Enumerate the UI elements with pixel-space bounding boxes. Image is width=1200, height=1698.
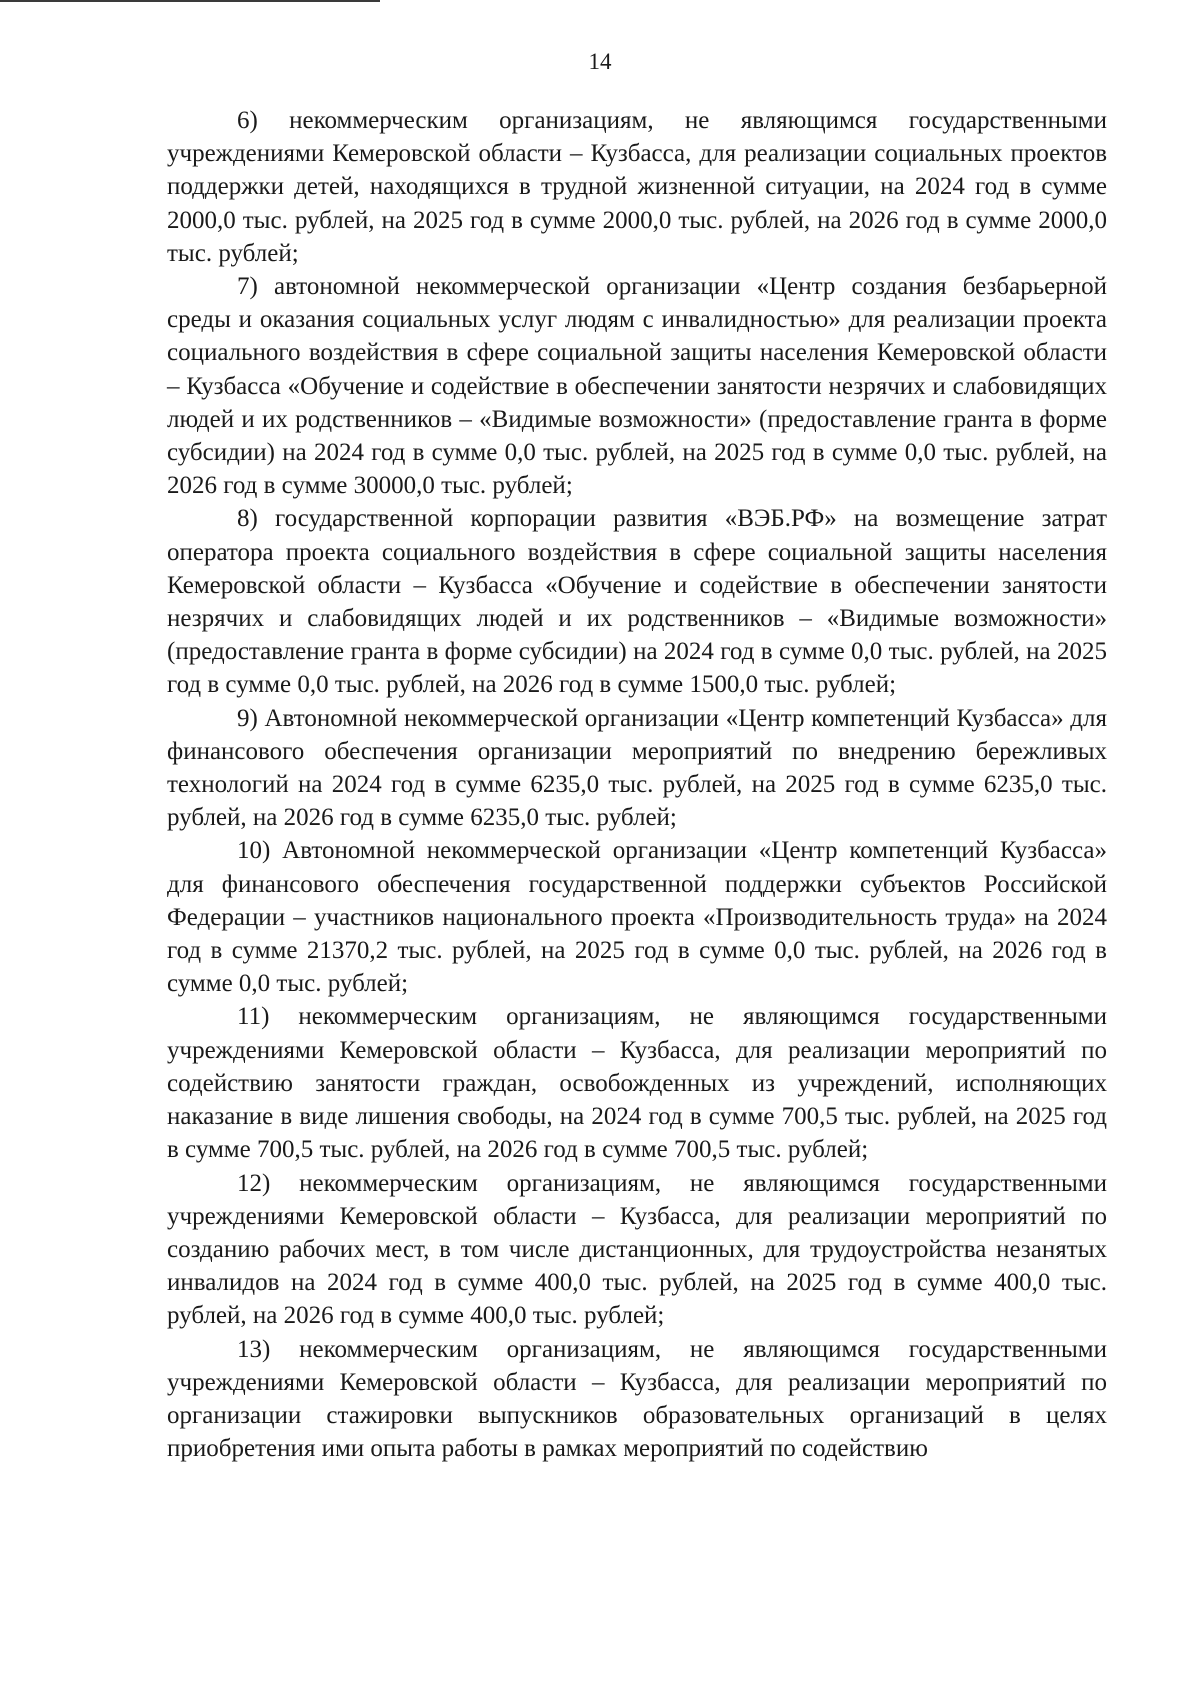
document-body xyxy=(167,104,1107,1465)
paragraph-item-12: 12) некоммерческим организациям, не являющимся государственными учреждениями Кемеровской области – Кузбасса, для реализации мероприятий по созданию рабочих мест, в том числе дистанционных, для трудоустройства незанятых инвалидов на 2024 год в сумме 400,0 тыс. рублей, на 2025 год в сумме 400,0 тыс. рублей, на 2026 год в сумме 400,0 тыс. рублей; xyxy=(167,1169,1107,1330)
page-number: 14 xyxy=(588,49,612,74)
paragraph-item-6: 6) некоммерческим организациям, не являющимся государственными учреждениями Кемеровской области – Кузбасса, для реализации социальных проектов поддержки детей, находящихся в трудной жизненной ситуации, на 2024 год в сумме 2000,0 тыс. рублей, на 2025 год в сумме 2000,0 тыс. рублей, на 2026 год в сумме 2000,0 тыс. рублей; xyxy=(167,107,1107,267)
paragraph-item-13: 13) некоммерческим организациям, не являющимся государственными учреждениями Кемеровской области – Кузбасса, для реализации мероприятий по организации стажировки выпускников образовательных организаций в целях приобретения ими опыта работы в рамках мероприятий по содействию xyxy=(167,1335,1107,1463)
paragraph-item-8: 8) государственной корпорации развития «ВЭБ.РФ» на возмещение затрат оператора проекта социального воздействия в сфере социальной защиты населения Кемеровской области – Кузбасса «Обучение и содействие в обеспечении занятости незрячих и слабовидящих людей и их родственников – «Видимые возможности» (предоставление гранта в форме субсидии) на 2024 год в сумме 0,0 тыс. рублей, на 2025 год в сумме 0,0 тыс. рублей, на 2026 год в сумме 1500,0 тыс. рублей; xyxy=(167,505,1107,699)
paragraph-item-7: 7) автономной некоммерческой организации «Центр создания безбарьерной среды и оказания социальных услуг людям с инвалидностью» для реализации проекта социального воздействия в сфере социальной защиты населения Кемеровской области – Кузбасса «Обучение и содействие в обеспечении занятости незрячих и слабовидящих людей и их родственников – «Видимые возможности» (предоставление гранта в форме субсидии) на 2024 год в сумме 0,0 тыс. рублей, на 2025 год в сумме 0,0 тыс. рублей, на 2026 год в сумме 30000,0 тыс. рублей; xyxy=(167,273,1107,500)
paragraph-item-10: 10) Автономной некоммерческой организации «Центр компетенций Кузбасса» для финансового обеспечения государственной поддержки субъектов Российской Федерации – участников национального проекта «Производительность труда» на 2024 год в сумме 21370,2 тыс. рублей, на 2025 год в сумме 0,0 тыс. рублей, на 2026 год в сумме 0,0 тыс. рублей; xyxy=(167,837,1107,998)
paragraph-item-11: 11) некоммерческим организациям, не являющимся государственными учреждениями Кемеровской области – Кузбасса, для реализации мероприятий по содействию занятости граждан, освобожденных из учреждений, исполняющих наказание в виде лишения свободы, на 2024 год в сумме 700,5 тыс. рублей, на 2025 год в сумме 700,5 тыс. рублей, на 2026 год в сумме 700,5 тыс. рублей; xyxy=(167,1003,1107,1164)
paragraph-item-9: 9) Автономной некоммерческой организации «Центр компетенций Кузбасса» для финансового обеспечения организации мероприятий по внедрению бережливых технологий на 2024 год в сумме 6235,0 тыс. рублей, на 2025 год в сумме 6235,0 тыс. рублей, на 2026 год в сумме 6235,0 тыс. рублей; xyxy=(167,704,1107,832)
scan-edge-rule xyxy=(0,0,380,2)
